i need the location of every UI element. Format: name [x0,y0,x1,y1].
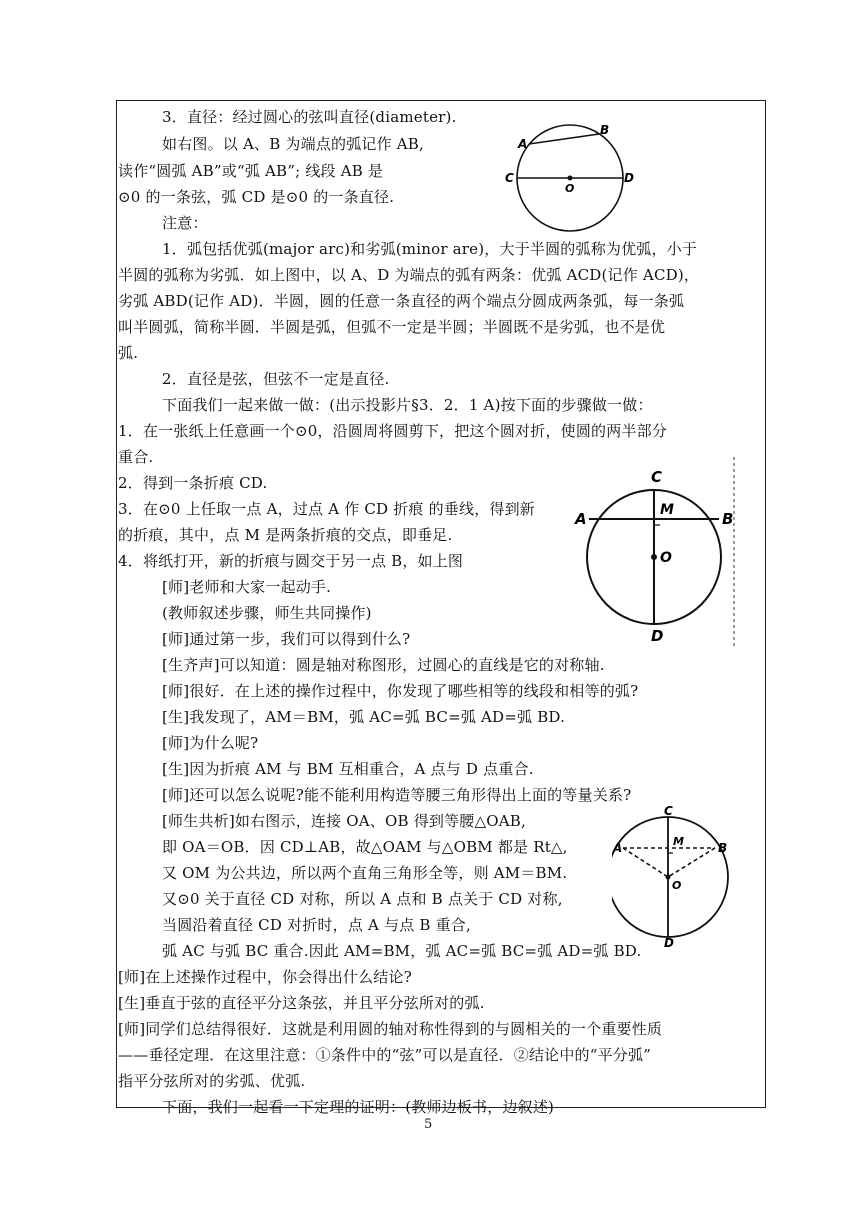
text-line: 指平分弦所对的劣弧、优弧. [118,1072,306,1090]
text-line: 4．将纸打开，新的折痕与圆交于另一点 B，如上图 [118,552,464,570]
center-point [568,176,573,181]
label-d: D [624,171,634,185]
text-line: 1．弧包括优弧(major arc)和劣弧(minor are)，大于半圆的弧称为优弧，小于 [162,240,698,258]
label-m: M [673,835,684,848]
text-line: 即 OA＝OB．因 CD⊥AB，故△OAM 与△OBM 都是 Rt△, [162,838,568,856]
label-c: C [505,171,514,185]
text-line: 弧 AC 与弧 BC 重合.因此 AM=BM，弧 AC=弧 BC=弧 AD=弧 BD. [162,942,642,960]
text-line: ——垂径定理．在这里注意：①条件中的“弦”可以是直径．②结论中的“平分弧” [118,1046,652,1064]
text-line: 读作“圆弧 AB”或“弧 AB”; 线段 AB 是 [118,162,384,180]
circle-diagram-2 [572,455,744,650]
label-d: D [664,936,674,948]
text-line: 下面，我们一起看一下定理的证明：(教师边板书，边叙述) [162,1098,555,1116]
text-line: 又 OM 为公共边，所以两个直角三角形全等，则 AM＝BM. [162,864,568,882]
text-line: [师]同学们总结得很好．这就是利用圆的轴对称性得到的与圆相关的一个重要性质 [118,1020,663,1038]
label-b: B [718,841,728,855]
center-point [651,554,657,560]
text-line: 如右图。以 A、B 为端点的弧记作 AB, [162,135,424,153]
radius-oa [623,848,668,877]
text-line: 弧. [118,344,139,362]
radius-ob [668,848,715,877]
label-o: O [660,550,672,566]
label-a: A [613,841,623,855]
text-line: (教师叙述步骤，师生共同操作) [162,604,372,622]
center-point [666,875,671,880]
text-line: [生]垂直于弦的直径平分这条弦，并且平分弦所对的弧. [118,994,485,1012]
text-line: [生齐声]可以知道：圆是轴对称图形，过圆心的直线是它的对称轴. [162,656,605,674]
text-line: 又⊙0 关于直径 CD 对称，所以 A 点和 B 点关于 CD 对称, [162,890,563,908]
text-line: [师]老师和大家一起动手. [162,578,332,596]
label-a: A [575,510,587,528]
text-line: 的折痕，其中，点 M 是两条折痕的交点，即垂足. [118,526,453,544]
text-line: 当圆沿着直径 CD 对折时，点 A 与点 B 重合, [162,916,471,934]
label-o: O [565,182,575,195]
text-line: 劣弧 ABD(记作 AD)．半圆，圆的任意一条直径的两个端点分圆成两条弧，每一条弧 [118,292,685,310]
text-line: [师]在上述操作过程中，你会得出什么结论? [118,968,412,986]
label-o: O [672,879,682,892]
text-line: 2．得到一条折痕 CD. [118,474,268,492]
text-line: 1．在一张纸上任意画一个⊙0，沿圆周将圆剪下，把这个圆对折，使圆的两半部分 [118,422,668,440]
text-line: 3．在⊙0 上任取一点 A，过点 A 作 CD 折痕 的垂线，得到新 [118,500,536,518]
text-line: 2．直径是弦，但弦不一定是直径. [162,370,390,388]
text-line: 半圆的弧称为劣弧．如上图中，以 A、D 为端点的弧有两条：优弧 ACD(记作 ACD)， [118,266,700,284]
label-c: C [664,804,673,818]
label-a: A [518,137,528,151]
circle-diagram-1 [500,122,645,252]
label-b: B [600,123,610,137]
text-line: 3．直径：经过圆心的弦叫直径(diameter). [162,108,457,126]
text-line: [师]还可以怎么说呢?能不能利用构造等腰三角形得出上面的等量关系? [162,786,632,804]
text-line: [师生共析]如右图示，连接 OA、OB 得到等腰△OAB, [162,812,526,830]
text-line: ⊙0 的一条弦，弧 CD 是⊙0 的一条直径. [118,188,395,206]
text-line: 注意： [162,214,208,232]
circle-diagram-3 [612,804,737,948]
text-line: [师]通过第一步，我们可以得到什么? [162,630,411,648]
label-m: M [660,502,674,518]
text-line: [生]因为折痕 AM 与 BM 互相重合，A 点与 D 点重合. [162,760,534,778]
text-line: [师]很好．在上述的操作过程中，你发现了哪些相等的线段和相等的弧? [162,682,639,700]
label-c: C [651,468,663,486]
text-line: 重合. [118,448,154,466]
text-line: [生]我发现了，AM＝BM，弧 AC=弧 BC=弧 AD=弧 BD. [162,708,566,726]
page-number: 5 [424,1117,433,1132]
label-b: B [722,510,734,528]
text-line: 下面我们一起来做一做：(出示投影片§3．2．1 A)按下面的步骤做一做： [162,396,653,414]
text-line: 叫半圆弧，简称半圆．半圆是弧，但弧不一定是半圆；半圆既不是劣弧，也不是优 [118,318,666,336]
text-line: [师]为什么呢? [162,734,259,752]
label-d: D [651,627,664,645]
